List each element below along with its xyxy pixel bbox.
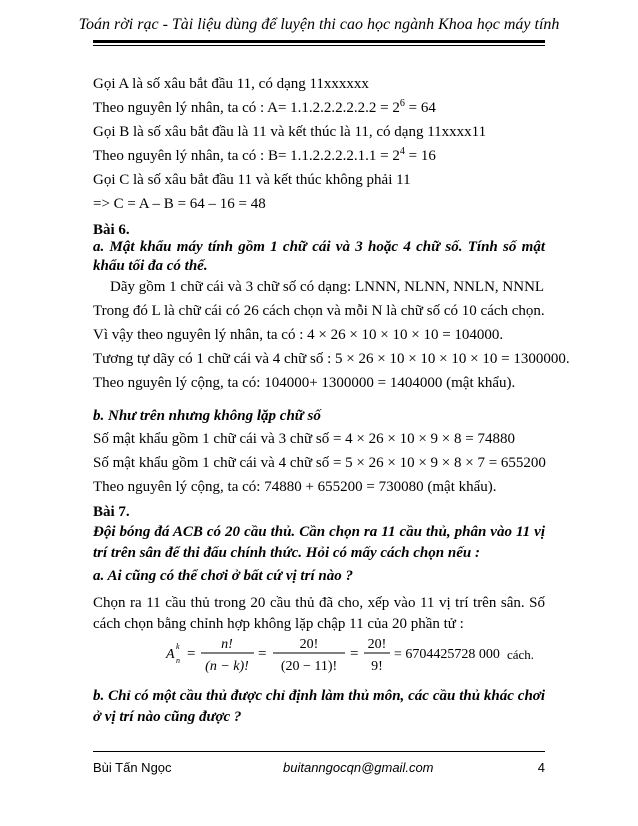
text-line: Số mật khẩu gồm 1 chữ cái và 4 chữ số = 5 × 26 × 10 × 9 × 8 × 7 = 655200 [93, 455, 546, 471]
svg-text:=: = [258, 646, 267, 662]
text-line: Gọi C là số xâu bắt đầu 11 và kết thúc không phải 11 [93, 172, 411, 188]
fraction-numerator: 20! [299, 637, 319, 652]
fraction-denominator: 9! [371, 659, 383, 674]
text-line: Tương tự dãy có 1 chữ cái và 4 chữ số : 5 × 26 × 10 × 10 × 10 × 10 = 1300000. [93, 351, 570, 367]
page-header: Toán rời rạc - Tài liệu dùng để luyện thi cao học ngành Khoa học máy tính [78, 16, 560, 33]
question-b: b. Như trên nhưng không lặp chữ số [93, 408, 321, 424]
text-line: Dãy gồm 1 chữ cái và 3 chữ số có dạng: LNNN, NLNN, NNLN, NNNL [110, 279, 545, 295]
text-line: Trong đó L là chữ cái có 26 cách chọn và mỗi N là chữ số có 10 cách chọn. [93, 303, 545, 319]
question-a: a. Mật khẩu máy tính gồm 1 chữ cái và 3 hoặc 4 chữ số. Tính số mật khẩu tối đa có thể. [93, 239, 545, 274]
text-line: Theo nguyên lý cộng, ta có: 74880 + 655200 = 730080 (mật khẩu). [93, 479, 497, 495]
formula [160, 630, 540, 676]
footer-email: buitanngocqn@gmail.com [283, 760, 434, 775]
text-line: Số mật khẩu gồm 1 chữ cái và 3 chữ số = 4 × 26 × 10 × 9 × 8 = 74880 [93, 431, 515, 447]
header-divider [93, 40, 545, 46]
formula-sup: k [176, 642, 180, 651]
section-title: Bài 7. [93, 504, 130, 520]
page-number: 4 [537, 760, 545, 775]
section-title: Bài 6. [93, 222, 130, 238]
svg-text:=: = [350, 646, 359, 662]
text-line: Theo nguyên lý cộng, ta có: 104000+ 1300000 = 1404000 (mật khẩu). [93, 375, 516, 391]
fraction-numerator: 20! [367, 637, 387, 652]
fraction-numerator: n! [221, 637, 233, 652]
paragraph: Chọn ra 11 cầu thủ trong 20 cầu thủ đã cho, xếp vào 11 vị trí trên sân. Số cách chọn bằng chỉnh hợp không lặp chập 11 của 20 phần tử : [93, 595, 545, 632]
text-line: => C = A – B = 64 – 16 = 48 [93, 196, 266, 212]
formula-symbol: A [166, 647, 175, 662]
text-line: Gọi B là số xâu bắt đầu là 11 và kết thúc là 11, có dạng 11xxxx11 [93, 124, 487, 140]
text-line: Theo nguyên lý nhân, ta có : $A= 1.1.2.2.2.2.2.2 = 2^6 = 64$ [93, 98, 436, 116]
text-line: Theo nguyên lý nhân, ta có : $B= 1.1.2.2.2.2.1.1 = 2^4 = 16$ [93, 146, 436, 164]
question-b: b. Chỉ có một cầu thủ được chỉ định làm thủ môn, các cầu thủ khác chơi ở vị trí nào cũng được ? [93, 688, 545, 725]
formula-unit: cách. [507, 647, 535, 662]
formula-sub: n [176, 656, 180, 665]
question-a: a. Ai cũng có thể chơi ở bất cứ vị trí nào ? [93, 568, 353, 584]
footer-divider [93, 751, 545, 752]
footer-author: Bùi Tấn Ngọc [93, 760, 172, 775]
formula-result: = 6704425728 000 [394, 647, 500, 662]
text-line: Vì vậy theo nguyên lý nhân, ta có : 4 × 26 × 10 × 10 × 10 = 104000. [93, 327, 504, 343]
fraction-denominator: (20 − 11)! [280, 659, 338, 674]
text-line: Gọi A là số xâu bắt đầu 11, có dạng 11xxxxxx [93, 76, 369, 92]
fraction-denominator: (n − k)! [205, 659, 249, 674]
svg-text:=: = [187, 646, 196, 662]
problem-intro: Đội bóng đá ACB có 20 cầu thủ. Cần chọn ra 11 cầu thủ, phân vào 11 vị trí trên sân để thi đấu chính thức. Hỏi có mấy cách chọn nếu : [93, 524, 545, 561]
